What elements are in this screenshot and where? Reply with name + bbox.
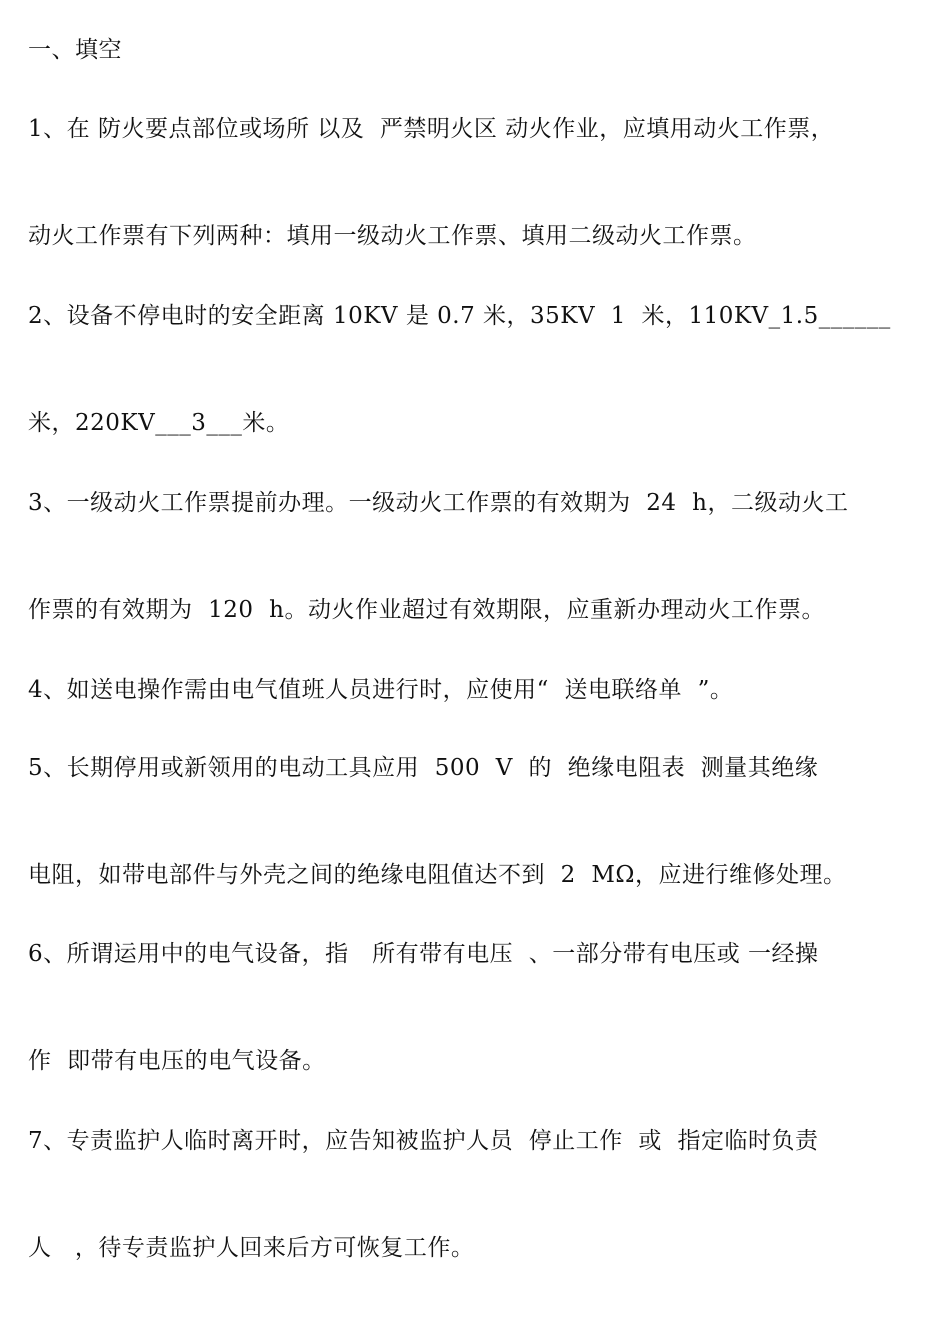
text-line: 人 ，待专责监护人回来后方可恢复工作。 [28,1235,475,1261]
text-line: 7、专责监护人临时离开时，应告知被监护人员 停止工作 或 指定临时负责 [28,1128,819,1154]
text-line: 电阻，如带电部件与外壳之间的绝缘电阻值达不到 2 MΩ，应进行维修处理。 [28,862,847,888]
text-line: 作 即带有电压的电气设备。 [28,1048,326,1074]
text-line: 3、一级动火工作票提前办理。一级动火工作票的有效期为 24 h，二级动火工 [28,490,849,516]
text-line: 作票的有效期为 120 h。动火作业超过有效期限，应重新办理动火工作票。 [28,597,825,623]
text-line: 1、在 防火要点部位或场所 以及 严禁明火区 动火作业，应填用动火工作票， [28,116,835,142]
text-line: 5、长期停用或新领用的电动工具应用 500 V 的 绝缘电阻表 测量其绝缘 [28,755,819,781]
text-line: 米，220KV___3___米。 [28,410,290,436]
text-line: 动火工作票有下列两种：填用一级动火工作票、填用二级动火工作票。 [28,223,757,249]
section-heading: 一、填空 [28,37,122,63]
text-line: 6、所谓运用中的电气设备，指 所有带有电压 、一部分带有电压或 一经操 [28,941,819,967]
text-line: 4、如送电操作需由电气值班人员进行时，应使用“ 送电联络单 ”。 [28,677,734,703]
text-line: 2、设备不停电时的安全距离 10KV 是 0.7 米，35KV 1 米，110KV_1.5______ [28,303,891,329]
